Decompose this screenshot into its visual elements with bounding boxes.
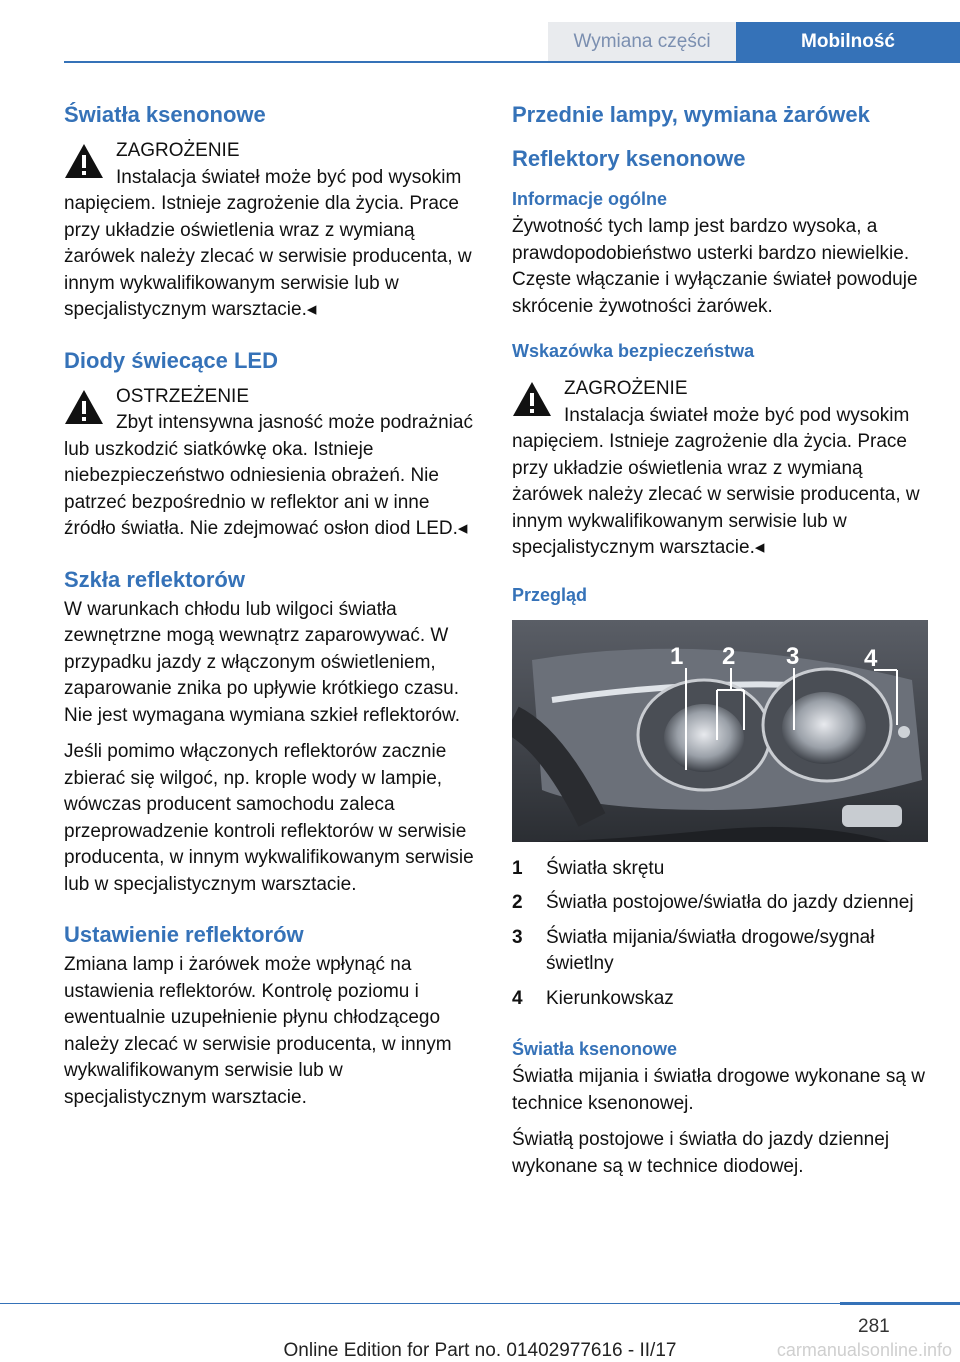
heading-general-info: Informacje ogólne xyxy=(512,189,668,209)
figure-label-4: 4 xyxy=(864,644,878,672)
heading-xenon-headlights: Reflektory ksenonowe xyxy=(512,146,746,171)
warning-title: ZAGROŻENIE xyxy=(564,378,688,399)
warning-triangle-icon xyxy=(64,142,104,180)
warning-text: Instalacja świateł może być pod wysokim napięciem. Istnieje zagrożenie dla życia. Prace przy układzie oświetlenia wraz z wymianą żarówek należy zlecać w serwisie producenta, w innym wykwalifikowanym serwisie lub w specjalistycznym warsztacie.◂ xyxy=(64,166,472,320)
heading-headlight-glass: Szkła reflektorów xyxy=(64,566,245,592)
legend-text: Światła skrętu xyxy=(546,857,665,879)
heading-led: Diody świecące LED xyxy=(64,347,278,373)
header-divider xyxy=(64,61,960,63)
watermark: carmanualsonline.info xyxy=(776,1340,952,1360)
right-column xyxy=(512,100,925,1190)
heading-xenon-lights: Światła ksenonowe xyxy=(64,102,266,127)
legend-item xyxy=(512,986,925,1013)
paragraph: Jeśli pomimo włączonych reflektorów zacznie zbierać się wilgoć, np. krople wody w lampie, wówczas producent samochodu zaleca przeprowadzenie kontroli reflektorów w serwisie producenta, w innym wykwalifikowanym serwisie lub w specjalistycznym warsztacie. xyxy=(64,741,474,895)
heading-xenon-lights-2: Światła ksenonowe xyxy=(512,1039,678,1059)
tab-section-parts[interactable]: Wymiana części xyxy=(548,22,736,62)
warning-title: ZAGROŻENIE xyxy=(116,140,240,161)
warning-triangle-icon xyxy=(512,380,552,418)
heading-front-lamps: Przednie lampy, wymiana żarówek xyxy=(512,102,870,127)
paragraph: Światłą postojowe i światła do jazdy dziennej wykonane są w technice diodowej. xyxy=(512,1129,890,1177)
paragraph: W warunkach chłodu lub wilgoci światła zewnętrzne mogą wewnątrz zaparowywać. W przypadku jazdy z włączonym oświetleniem, zaparowanie znika po upływie krótkiego czasu. Nie jest wymagana wymiana szkieł reflektorów. xyxy=(64,598,460,726)
page-header xyxy=(0,0,960,62)
legend-item xyxy=(512,890,925,917)
danger-warning-box xyxy=(512,376,925,562)
warning-triangle-icon xyxy=(64,388,104,426)
heading-safety-note: Wskazówka bezpieczeństwa xyxy=(512,341,755,361)
tab-chapter-mobility[interactable]: Mobilność xyxy=(736,22,960,62)
headlight-figure xyxy=(512,620,928,842)
figure-label-3: 3 xyxy=(786,642,800,670)
legend-number: 4 xyxy=(512,987,523,1009)
warning-title: OSTRZEŻENIE xyxy=(116,385,250,407)
figure-legend xyxy=(512,856,925,1013)
footer-divider xyxy=(0,1303,960,1304)
legend-text: Światła postojowe/światła do jazdy dziennej xyxy=(546,892,914,913)
paragraph: Światła mijania i światła drogowe wykonane są w technice ksenonowej. xyxy=(512,1066,925,1114)
figure-label-1: 1 xyxy=(670,642,684,670)
headlight-illustration xyxy=(512,620,928,842)
legend-text: Światła mijania/światła drogowe/sygnał świetlny xyxy=(546,926,875,974)
warning-text: Zbyt intensywna jasność może podrażniać lub uszkodzić siatkówkę oka. Istnieje niebezpieczeństwo odniesienia obrażeń. Nie patrzeć bezpośrednio w reflektor ani w inne źródło światła. Nie zdejmować osłon diod LED.◂ xyxy=(64,412,473,539)
left-column xyxy=(64,100,477,1121)
warning-text: Instalacja świateł może być pod wysokim napięciem. Istnieje zagrożenie dla życia. Prace przy układzie oświetlenia wraz z wymianą żarówek należy zlecać w serwisie producenta, w innym wykwalifikowanym serwisie lub w specjalistycznym warsztacie.◂ xyxy=(512,404,920,558)
legend-number: 2 xyxy=(512,892,523,913)
page-number: 281 xyxy=(858,1316,890,1337)
caution-warning-box xyxy=(64,384,477,543)
danger-warning-box xyxy=(64,138,477,324)
figure-label-2: 2 xyxy=(722,642,736,670)
legend-number: 3 xyxy=(512,926,523,948)
edition-note: Online Edition for Part no. 01402977616 - II/17 xyxy=(283,1340,677,1361)
paragraph: Żywotność tych lamp jest bardzo wysoka, a prawdopodobieństwo usterki bardzo niewielkie. Częste włączanie i wyłączanie świateł powoduje skrócenie żywotności żarówek. xyxy=(512,216,918,317)
paragraph: Zmiana lamp i żarówek może wpłynąć na ustawienia reflektorów. Kontrolę poziomu i ewentualnie uzupełnienie płynu chłodzącego należy zlecać w serwisie producenta, w innym wykwalifikowanym serwisie lub w specjalistycznym warsztacie. xyxy=(64,954,452,1108)
heading-headlight-adjustment: Ustawienie reflektorów xyxy=(64,922,304,947)
heading-overview: Przegląd xyxy=(512,584,588,605)
footer-accent-bar xyxy=(840,1302,960,1305)
legend-item xyxy=(512,856,925,883)
legend-text: Kierunkowskaz xyxy=(546,987,674,1009)
legend-number: 1 xyxy=(512,857,523,879)
legend-item xyxy=(512,925,925,978)
